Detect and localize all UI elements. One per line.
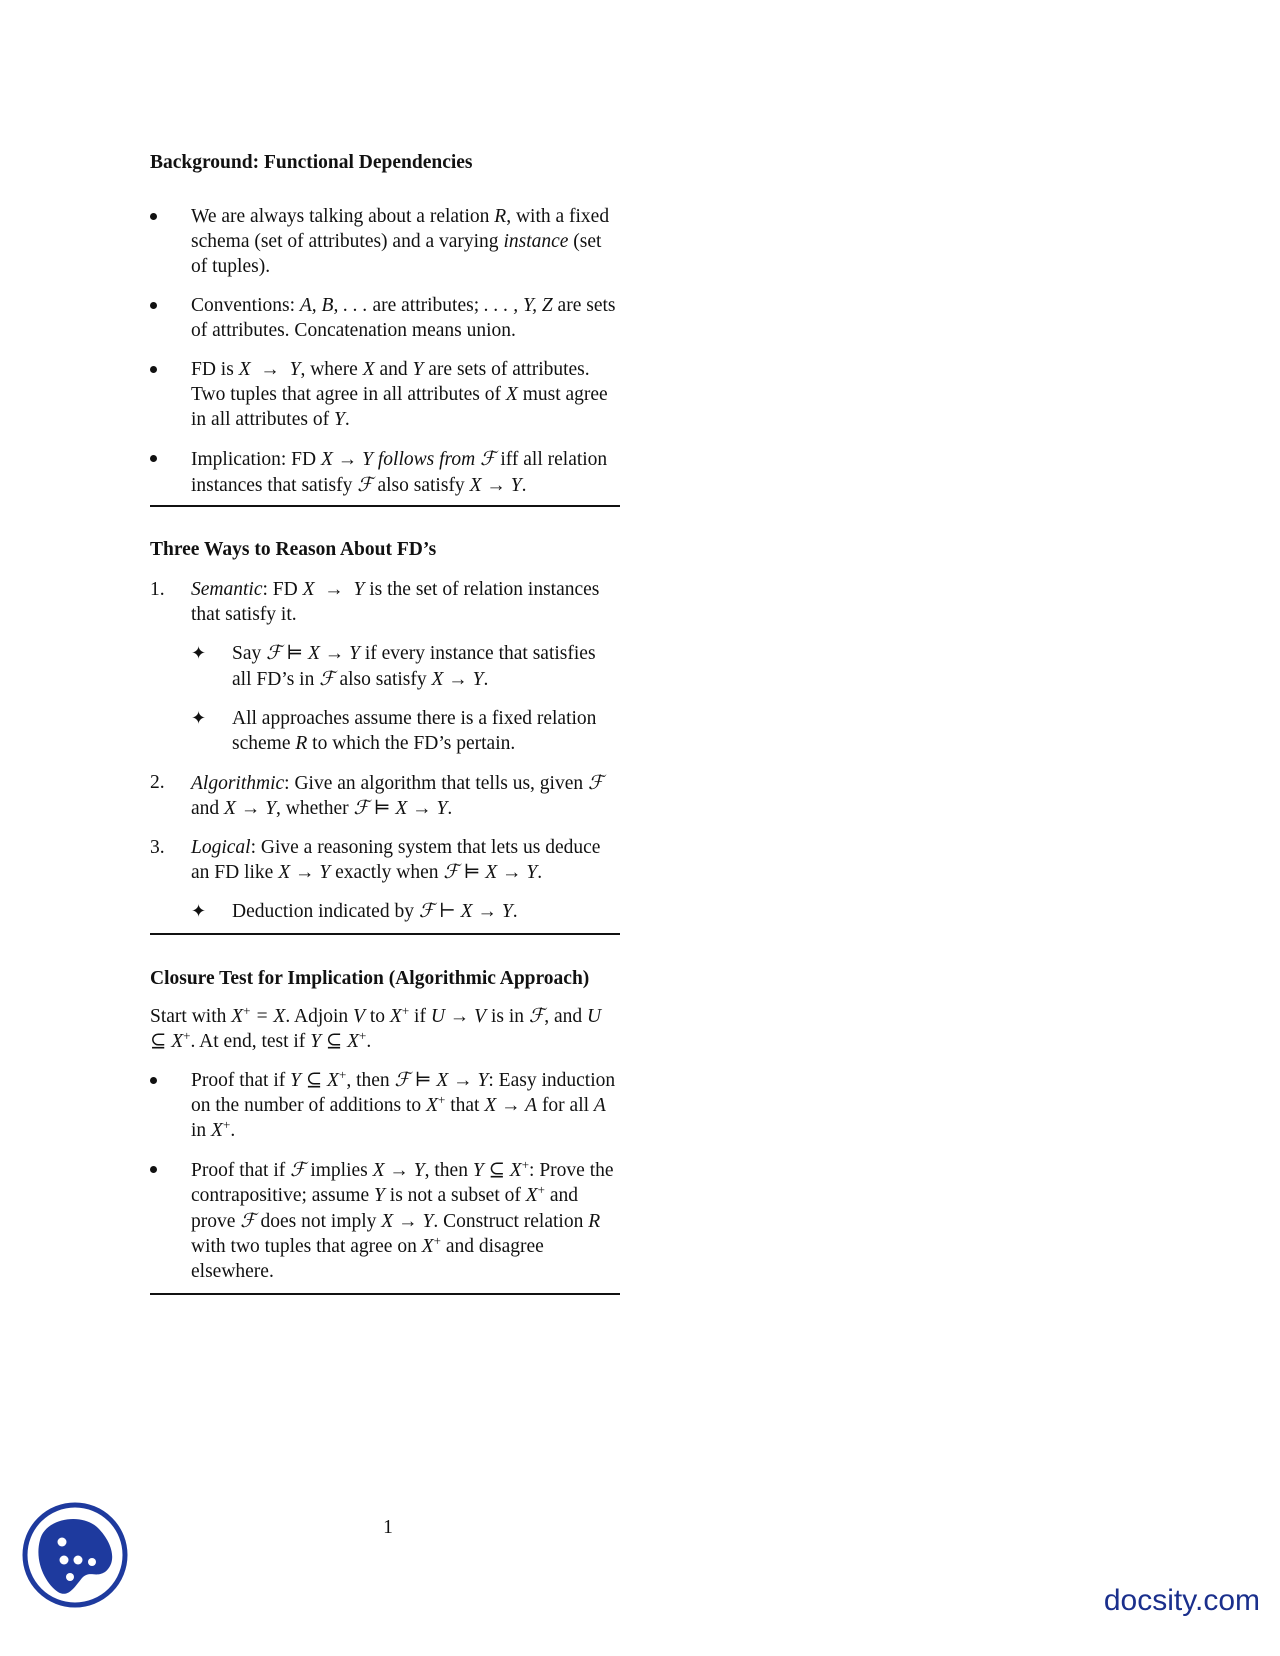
star-bullet-icon: ✦ <box>191 708 207 729</box>
list-item: Implication: FD X → Y follows from ℱ iff all relation instances that satisfy ℱ also satisfy X → Y. <box>150 446 618 498</box>
star-bullet-icon: ✦ <box>191 901 207 922</box>
logical-sub-list <box>191 899 618 924</box>
section-divider <box>150 1293 620 1295</box>
bullet-icon <box>150 1157 162 1182</box>
list-item: FD is X → Y, where X and Y are sets of attributes. Two tuples that agree in all attributes of X must agree in all attributes of Y. <box>150 357 618 432</box>
bullet-icon <box>150 357 162 382</box>
list-item: We are always talking about a relation R, with a fixed schema (set of attributes) and a varying instance (set of tuples). <box>150 204 618 279</box>
list-item: ✦ Deduction indicated by ℱ ⊢ X → Y. <box>191 901 518 922</box>
document-column <box>150 150 618 1295</box>
docsity-logo-icon[interactable] <box>20 1500 130 1610</box>
list-item: 2. Algorithmic: Give an algorithm that tells us, given ℱ and X → Y, whether ℱ ⊨ X → Y. <box>150 771 604 819</box>
list-item: Proof that if Y ⊆ X+, then ℱ ⊨ X → Y: Easy induction on the number of additions to X+ that X → A for all A in X+. <box>150 1068 618 1143</box>
section-divider <box>150 505 620 507</box>
background-bullet-list <box>150 204 618 498</box>
bullet-icon <box>150 1068 162 1093</box>
three-ways-numbered-list <box>150 577 618 924</box>
bullet-icon <box>150 204 162 229</box>
closure-intro-paragraph: Start with X+ = X. Adjoin V to X+ if U → V is in ℱ, and U ⊆ X+. At end, test if Y ⊆ X+. <box>150 1003 602 1052</box>
list-item: Proof that if ℱ implies X → Y, then Y ⊆ X+: Prove the contrapositive; assume Y is not a subset of X+ and prove ℱ does not imply X → Y. Construct relation R with two tuples that agree on X+ and disagree elsewhere. <box>150 1157 618 1284</box>
section-title-closure-test: Closure Test for Implication (Algorithmic Approach) <box>150 968 590 989</box>
list-item: Conventions: A, B, . . . are attributes; . . . , Y, Z are sets of attributes. Concatenation means union. <box>150 293 618 343</box>
list-item: 3. Logical: Give a reasoning system that lets us deduce an FD like X → Y exactly when ℱ ⊨ X → Y. ✦ Deduction indicated by ℱ ⊢ X → Y. <box>150 835 618 924</box>
bullet-icon <box>150 446 162 471</box>
section-title-three-ways: Three Ways to Reason About FD’s <box>150 539 437 560</box>
section-title-background: Background: Functional Dependencies <box>150 152 473 173</box>
star-bullet-icon: ✦ <box>191 643 207 664</box>
list-item: ✦ All approaches assume there is a fixed relation scheme R to which the FD’s pertain. <box>191 708 597 754</box>
bullet-icon <box>150 293 162 318</box>
list-item: 1. Semantic: FD X → Y is the set of relation instances that satisfy it. ✦ Say ℱ ⊨ X → Y if every instance that satisfies all FD’s in ℱ also satisfy X → Y. ✦ All approaches assume there is a fixed relation scheme R to which the FD’s pertain. <box>150 577 618 756</box>
page-number: 1 <box>383 1517 393 1538</box>
section-divider <box>150 933 620 935</box>
list-item: ✦ Say ℱ ⊨ X → Y if every instance that satisfies all FD’s in ℱ also satisfy X → Y. <box>191 643 596 690</box>
semantic-sub-list <box>191 641 618 756</box>
closure-bullet-list <box>150 1068 618 1284</box>
docsity-brand-link[interactable]: docsity.com <box>1103 1584 1260 1617</box>
